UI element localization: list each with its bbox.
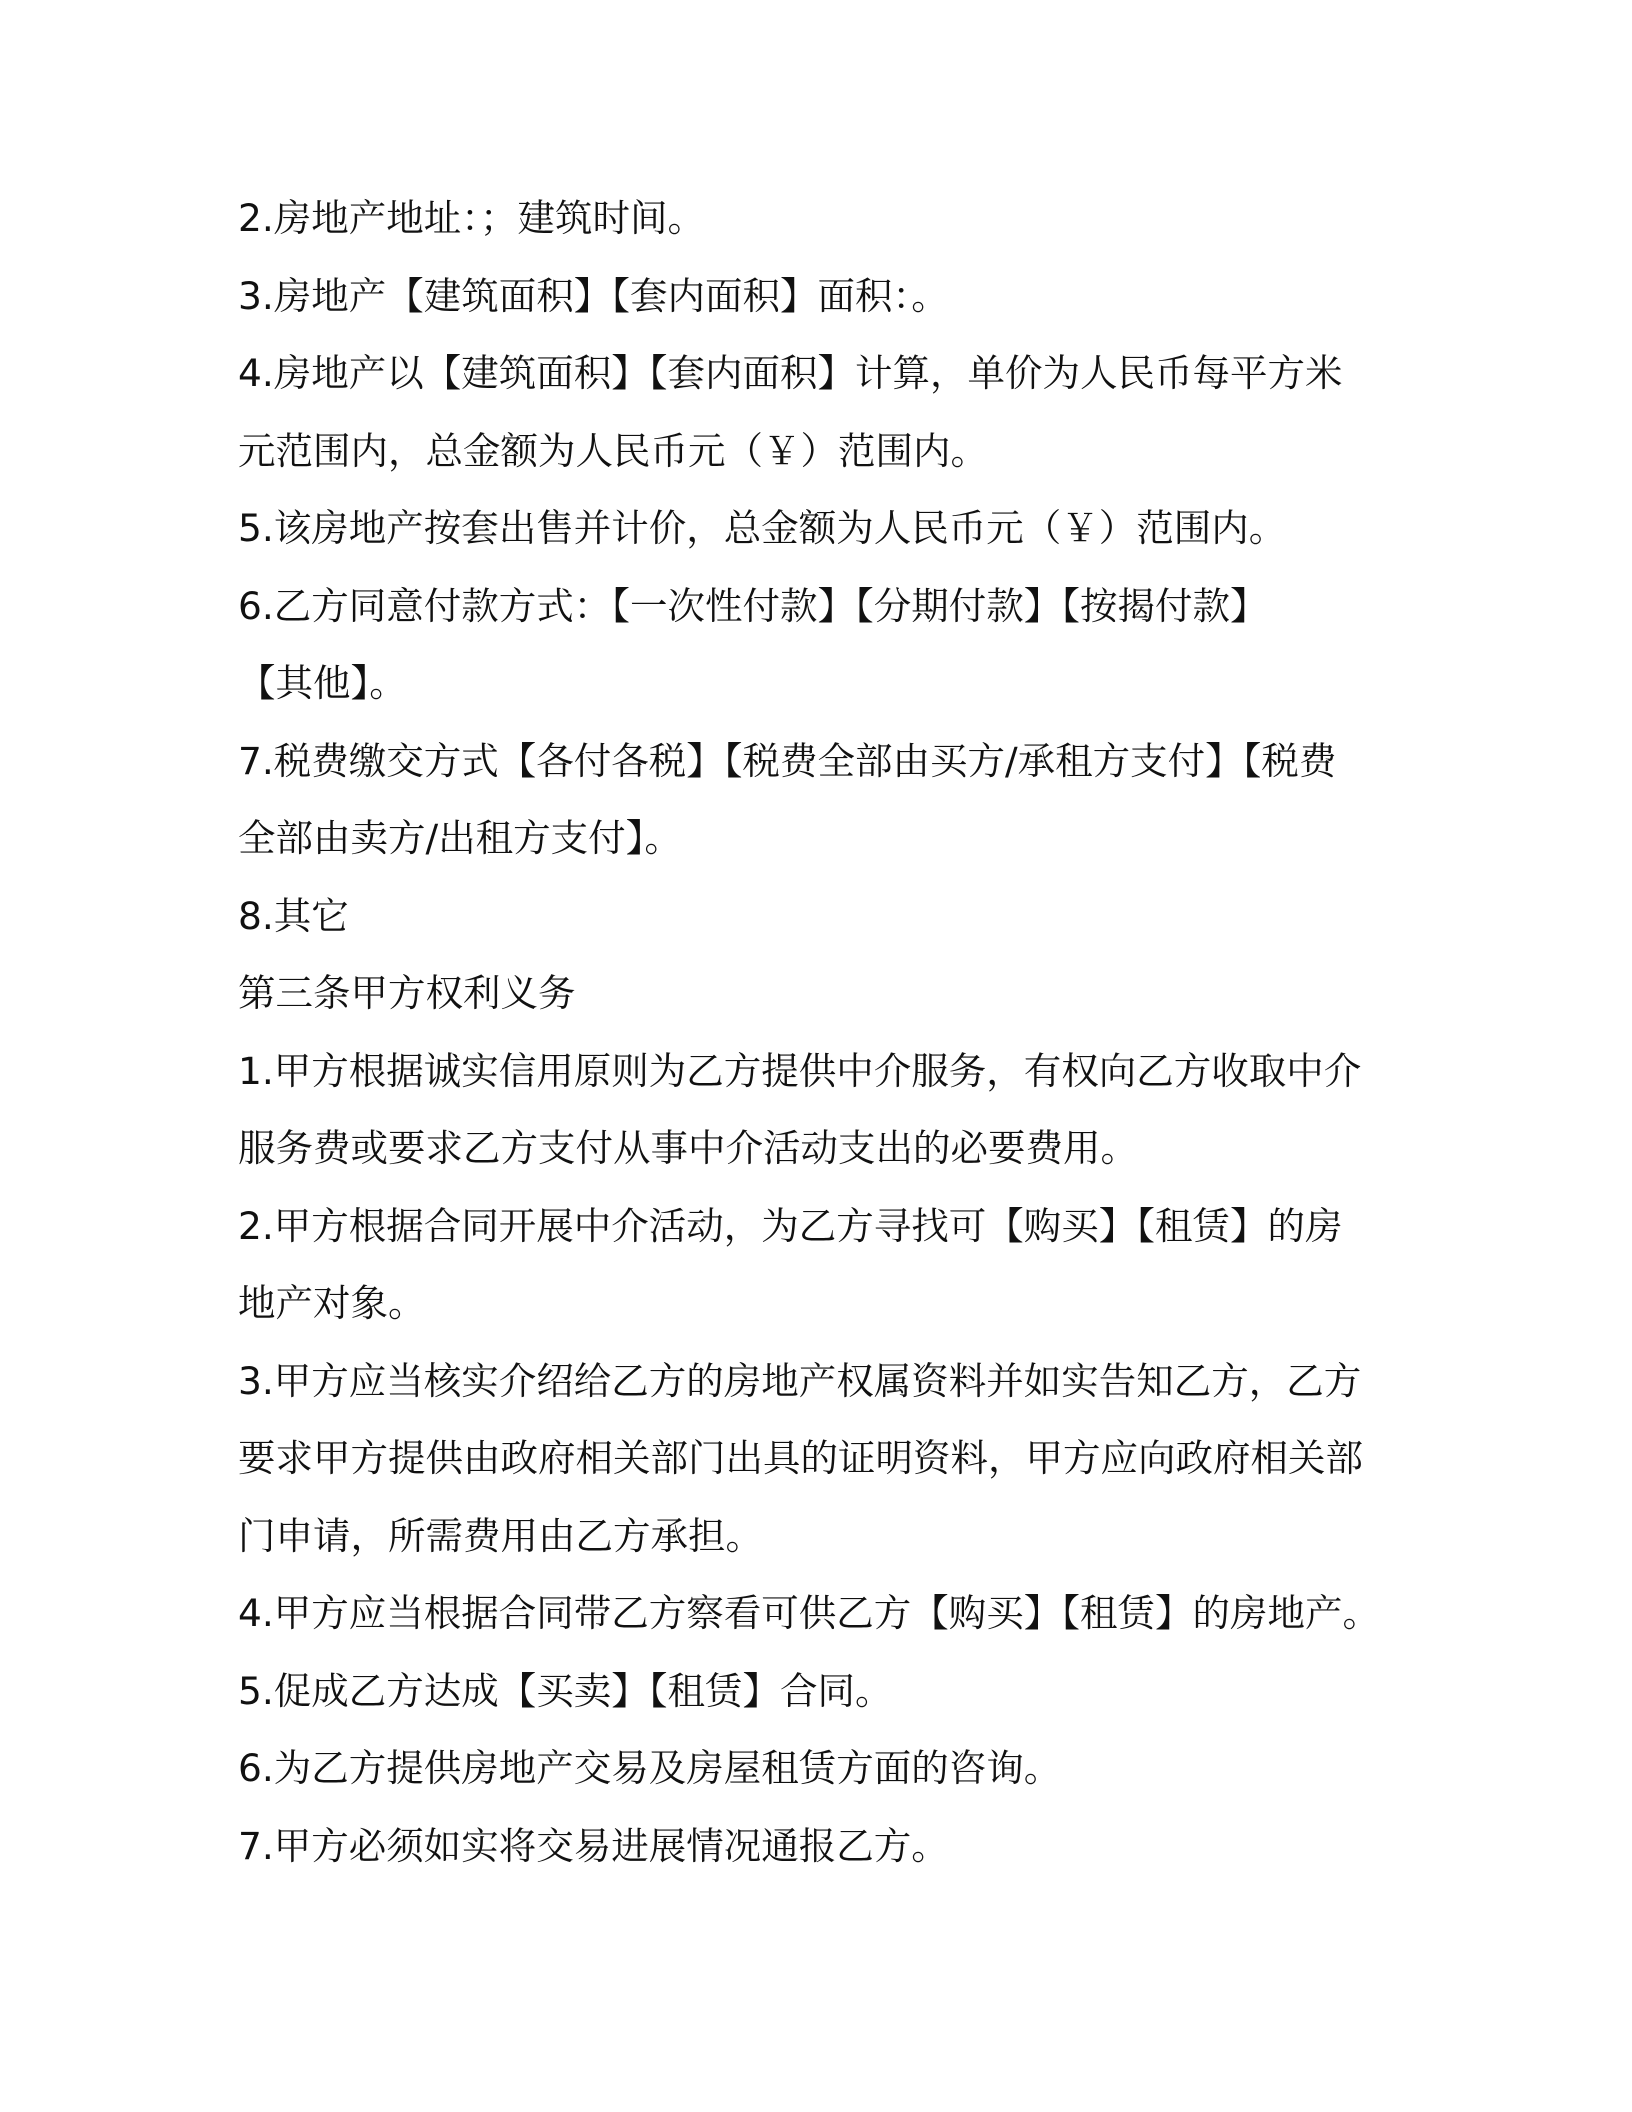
section-heading: 第三条甲方权利义务: [238, 971, 576, 1015]
text-line: 元范围内，总金额为人民币元（￥）范围内。: [238, 428, 988, 473]
text-line: 1.甲方根据诚实信用原则为乙方提供中介服务，有权向乙方收取中介: [238, 1048, 1362, 1093]
text-line: 门申请，所需费用由乙方承担。: [238, 1513, 763, 1558]
text-line: 3.房地产【建筑面积】【套内面积】面积：。: [238, 273, 949, 318]
text-line: 4.甲方应当根据合同带乙方察看可供乙方【购买】【租赁】的房地产。: [238, 1591, 1381, 1635]
text-line: 要求甲方提供由政府相关部门出具的证明资料，甲方应向政府相关部: [238, 1436, 1363, 1480]
text-line: 2.房地产地址：；建筑时间。: [238, 196, 706, 240]
text-line: 8.其它: [238, 893, 349, 938]
text-line: 2.甲方根据合同开展中介活动，为乙方寻找可【购买】【租赁】的房: [238, 1203, 1343, 1248]
text-line: 【其他】。: [238, 661, 407, 705]
text-line: 全部由卖方/出租方支付】。: [238, 816, 682, 860]
text-line: 5.该房地产按套出售并计价，总金额为人民币元（￥）范围内。: [238, 506, 1287, 550]
text-line: 7.甲方必须如实将交易进展情况通报乙方。: [238, 1823, 949, 1868]
text-line: 服务费或要求乙方支付从事中介活动支出的必要费用。: [238, 1126, 1138, 1170]
text-line: 6.乙方同意付款方式：【一次性付款】【分期付款】【按揭付款】: [238, 583, 1268, 628]
text-line: 5.促成乙方达成【买卖】【租赁】合同。: [238, 1668, 893, 1713]
text-line: 地产对象。: [238, 1281, 426, 1325]
text-line: 7.税费缴交方式【各付各税】【税费全部由买方/承租方支付】【税费: [238, 738, 1337, 783]
text-line: 3.甲方应当核实介绍给乙方的房地产权属资料并如实告知乙方，乙方: [238, 1358, 1362, 1403]
document-body: [238, 186, 1398, 1891]
text-line: 6.为乙方提供房地产交易及房屋租赁方面的咨询。: [238, 1746, 1062, 1790]
text-line: 4.房地产以【建筑面积】【套内面积】计算，单价为人民币每平方米: [238, 351, 1343, 395]
